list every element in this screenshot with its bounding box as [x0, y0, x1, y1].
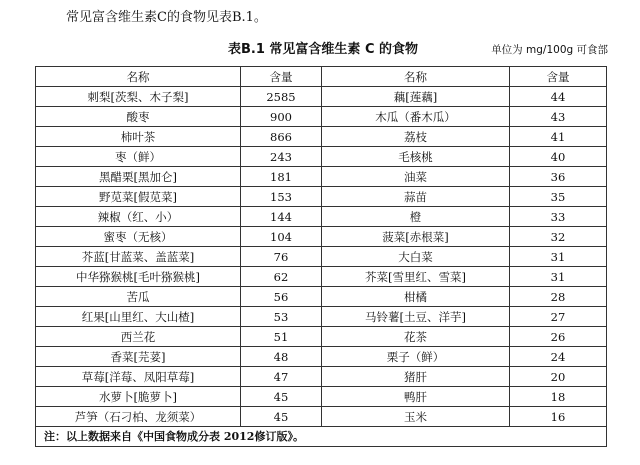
- vitamin-c-amount-right: 26: [510, 327, 607, 347]
- table-row: [36, 107, 607, 127]
- vitamin-c-amount-left: 47: [241, 367, 322, 387]
- vitamin-c-amount-left: 900: [241, 107, 322, 127]
- vitamin-c-amount-right: 28: [510, 287, 607, 307]
- vitamin-c-amount-left: 2585: [241, 87, 322, 107]
- food-name-left: 刺梨[茨梨、木子梨]: [36, 87, 241, 107]
- vitamin-c-amount-right: 16: [510, 407, 607, 427]
- food-name-right: 花茶: [322, 327, 510, 347]
- food-name-right: 猪肝: [322, 367, 510, 387]
- source-note: 注：以上数据来自《中国食物成分表 2012修订版》。: [36, 427, 607, 447]
- food-name-right: 柑橘: [322, 287, 510, 307]
- note-row: [36, 427, 607, 447]
- vitamin-c-amount-left: 62: [241, 267, 322, 287]
- food-name-right: 蒜苗: [322, 187, 510, 207]
- food-name-left: 苦瓜: [36, 287, 241, 307]
- food-name-left: 西兰花: [36, 327, 241, 347]
- food-name-right: 荔枝: [322, 127, 510, 147]
- food-name-left: 草莓[洋莓、凤阳草莓]: [36, 367, 241, 387]
- vitamin-c-food-table: [35, 66, 607, 447]
- food-name-left: 枣（鲜）: [36, 147, 241, 167]
- table-title: 表B.1 常见富含维生素 C 的食物: [228, 42, 419, 57]
- vitamin-c-amount-right: 31: [510, 267, 607, 287]
- table-row: [36, 267, 607, 287]
- food-name-left: 辣椒（红、小）: [36, 207, 241, 227]
- table-row: [36, 367, 607, 387]
- table-row: [36, 307, 607, 327]
- vitamin-c-amount-right: 35: [510, 187, 607, 207]
- food-name-right: 马铃薯[土豆、洋芋]: [322, 307, 510, 327]
- table-row: [36, 247, 607, 267]
- vitamin-c-amount-left: 76: [241, 247, 322, 267]
- table-row: [36, 87, 607, 107]
- food-name-right: 木瓜（番木瓜）: [322, 107, 510, 127]
- vitamin-c-amount-right: 41: [510, 127, 607, 147]
- food-name-left: 蜜枣（无核）: [36, 227, 241, 247]
- vitamin-c-amount-right: 44: [510, 87, 607, 107]
- header-name-right: 名称: [322, 67, 510, 87]
- table-row: [36, 287, 607, 307]
- vitamin-c-amount-left: 45: [241, 407, 322, 427]
- table-row: [36, 187, 607, 207]
- table-row: [36, 407, 607, 427]
- vitamin-c-amount-right: 18: [510, 387, 607, 407]
- food-name-left: 芥蓝[甘蓝菜、盖蓝菜]: [36, 247, 241, 267]
- vitamin-c-amount-left: 866: [241, 127, 322, 147]
- food-name-left: 红果[山里红、大山楂]: [36, 307, 241, 327]
- table-body: [36, 87, 607, 427]
- vitamin-c-amount-right: 32: [510, 227, 607, 247]
- food-name-right: 毛核桃: [322, 147, 510, 167]
- vitamin-c-amount-left: 51: [241, 327, 322, 347]
- vitamin-c-amount-left: 104: [241, 227, 322, 247]
- vitamin-c-amount-right: 36: [510, 167, 607, 187]
- vitamin-c-amount-right: 33: [510, 207, 607, 227]
- table-row: [36, 207, 607, 227]
- vitamin-c-amount-left: 56: [241, 287, 322, 307]
- vitamin-c-amount-right: 20: [510, 367, 607, 387]
- table-row: [36, 387, 607, 407]
- food-name-right: 菠菜[赤根菜]: [322, 227, 510, 247]
- vitamin-c-amount-right: 27: [510, 307, 607, 327]
- food-name-left: 柿叶茶: [36, 127, 241, 147]
- food-name-left: 野苋菜[假苋菜]: [36, 187, 241, 207]
- vitamin-c-amount-right: 43: [510, 107, 607, 127]
- food-name-left: 酸枣: [36, 107, 241, 127]
- table-row: [36, 347, 607, 367]
- table-row: [36, 227, 607, 247]
- table-row: [36, 127, 607, 147]
- header-name-left: 名称: [36, 67, 241, 87]
- header-amount-right: 含量: [510, 67, 607, 87]
- intro-text: 常见富含维生素C的食物见表B.1。: [66, 10, 267, 25]
- food-name-left: 水萝卜[脆萝卜]: [36, 387, 241, 407]
- food-name-right: 橙: [322, 207, 510, 227]
- vitamin-c-amount-left: 53: [241, 307, 322, 327]
- unit-label: 单位为 mg/100g 可食部: [491, 44, 608, 56]
- food-name-left: 中华猕猴桃[毛叶猕猴桃]: [36, 267, 241, 287]
- food-name-left: 黑醋栗[黑加仑]: [36, 167, 241, 187]
- food-name-right: 栗子（鲜）: [322, 347, 510, 367]
- table-row: [36, 327, 607, 347]
- food-name-right: 藕[莲藕]: [322, 87, 510, 107]
- table-header-row: [36, 67, 607, 87]
- food-name-right: 鸭肝: [322, 387, 510, 407]
- vitamin-c-amount-left: 48: [241, 347, 322, 367]
- food-name-right: 玉米: [322, 407, 510, 427]
- vitamin-c-amount-left: 243: [241, 147, 322, 167]
- vitamin-c-amount-left: 45: [241, 387, 322, 407]
- table-row: [36, 167, 607, 187]
- vitamin-c-amount-right: 24: [510, 347, 607, 367]
- header-amount-left: 含量: [241, 67, 322, 87]
- vitamin-c-amount-left: 153: [241, 187, 322, 207]
- vitamin-c-amount-left: 181: [241, 167, 322, 187]
- vitamin-c-amount-left: 144: [241, 207, 322, 227]
- vitamin-c-amount-right: 31: [510, 247, 607, 267]
- table-row: [36, 147, 607, 167]
- vitamin-c-amount-right: 40: [510, 147, 607, 167]
- food-name-right: 大白菜: [322, 247, 510, 267]
- food-name-right: 芥菜[雪里红、雪菜]: [322, 267, 510, 287]
- table-title-row: [0, 41, 640, 59]
- food-name-left: 香菜[芫荽]: [36, 347, 241, 367]
- food-name-right: 油菜: [322, 167, 510, 187]
- food-name-left: 芦笋（石刁柏、龙须菜）: [36, 407, 241, 427]
